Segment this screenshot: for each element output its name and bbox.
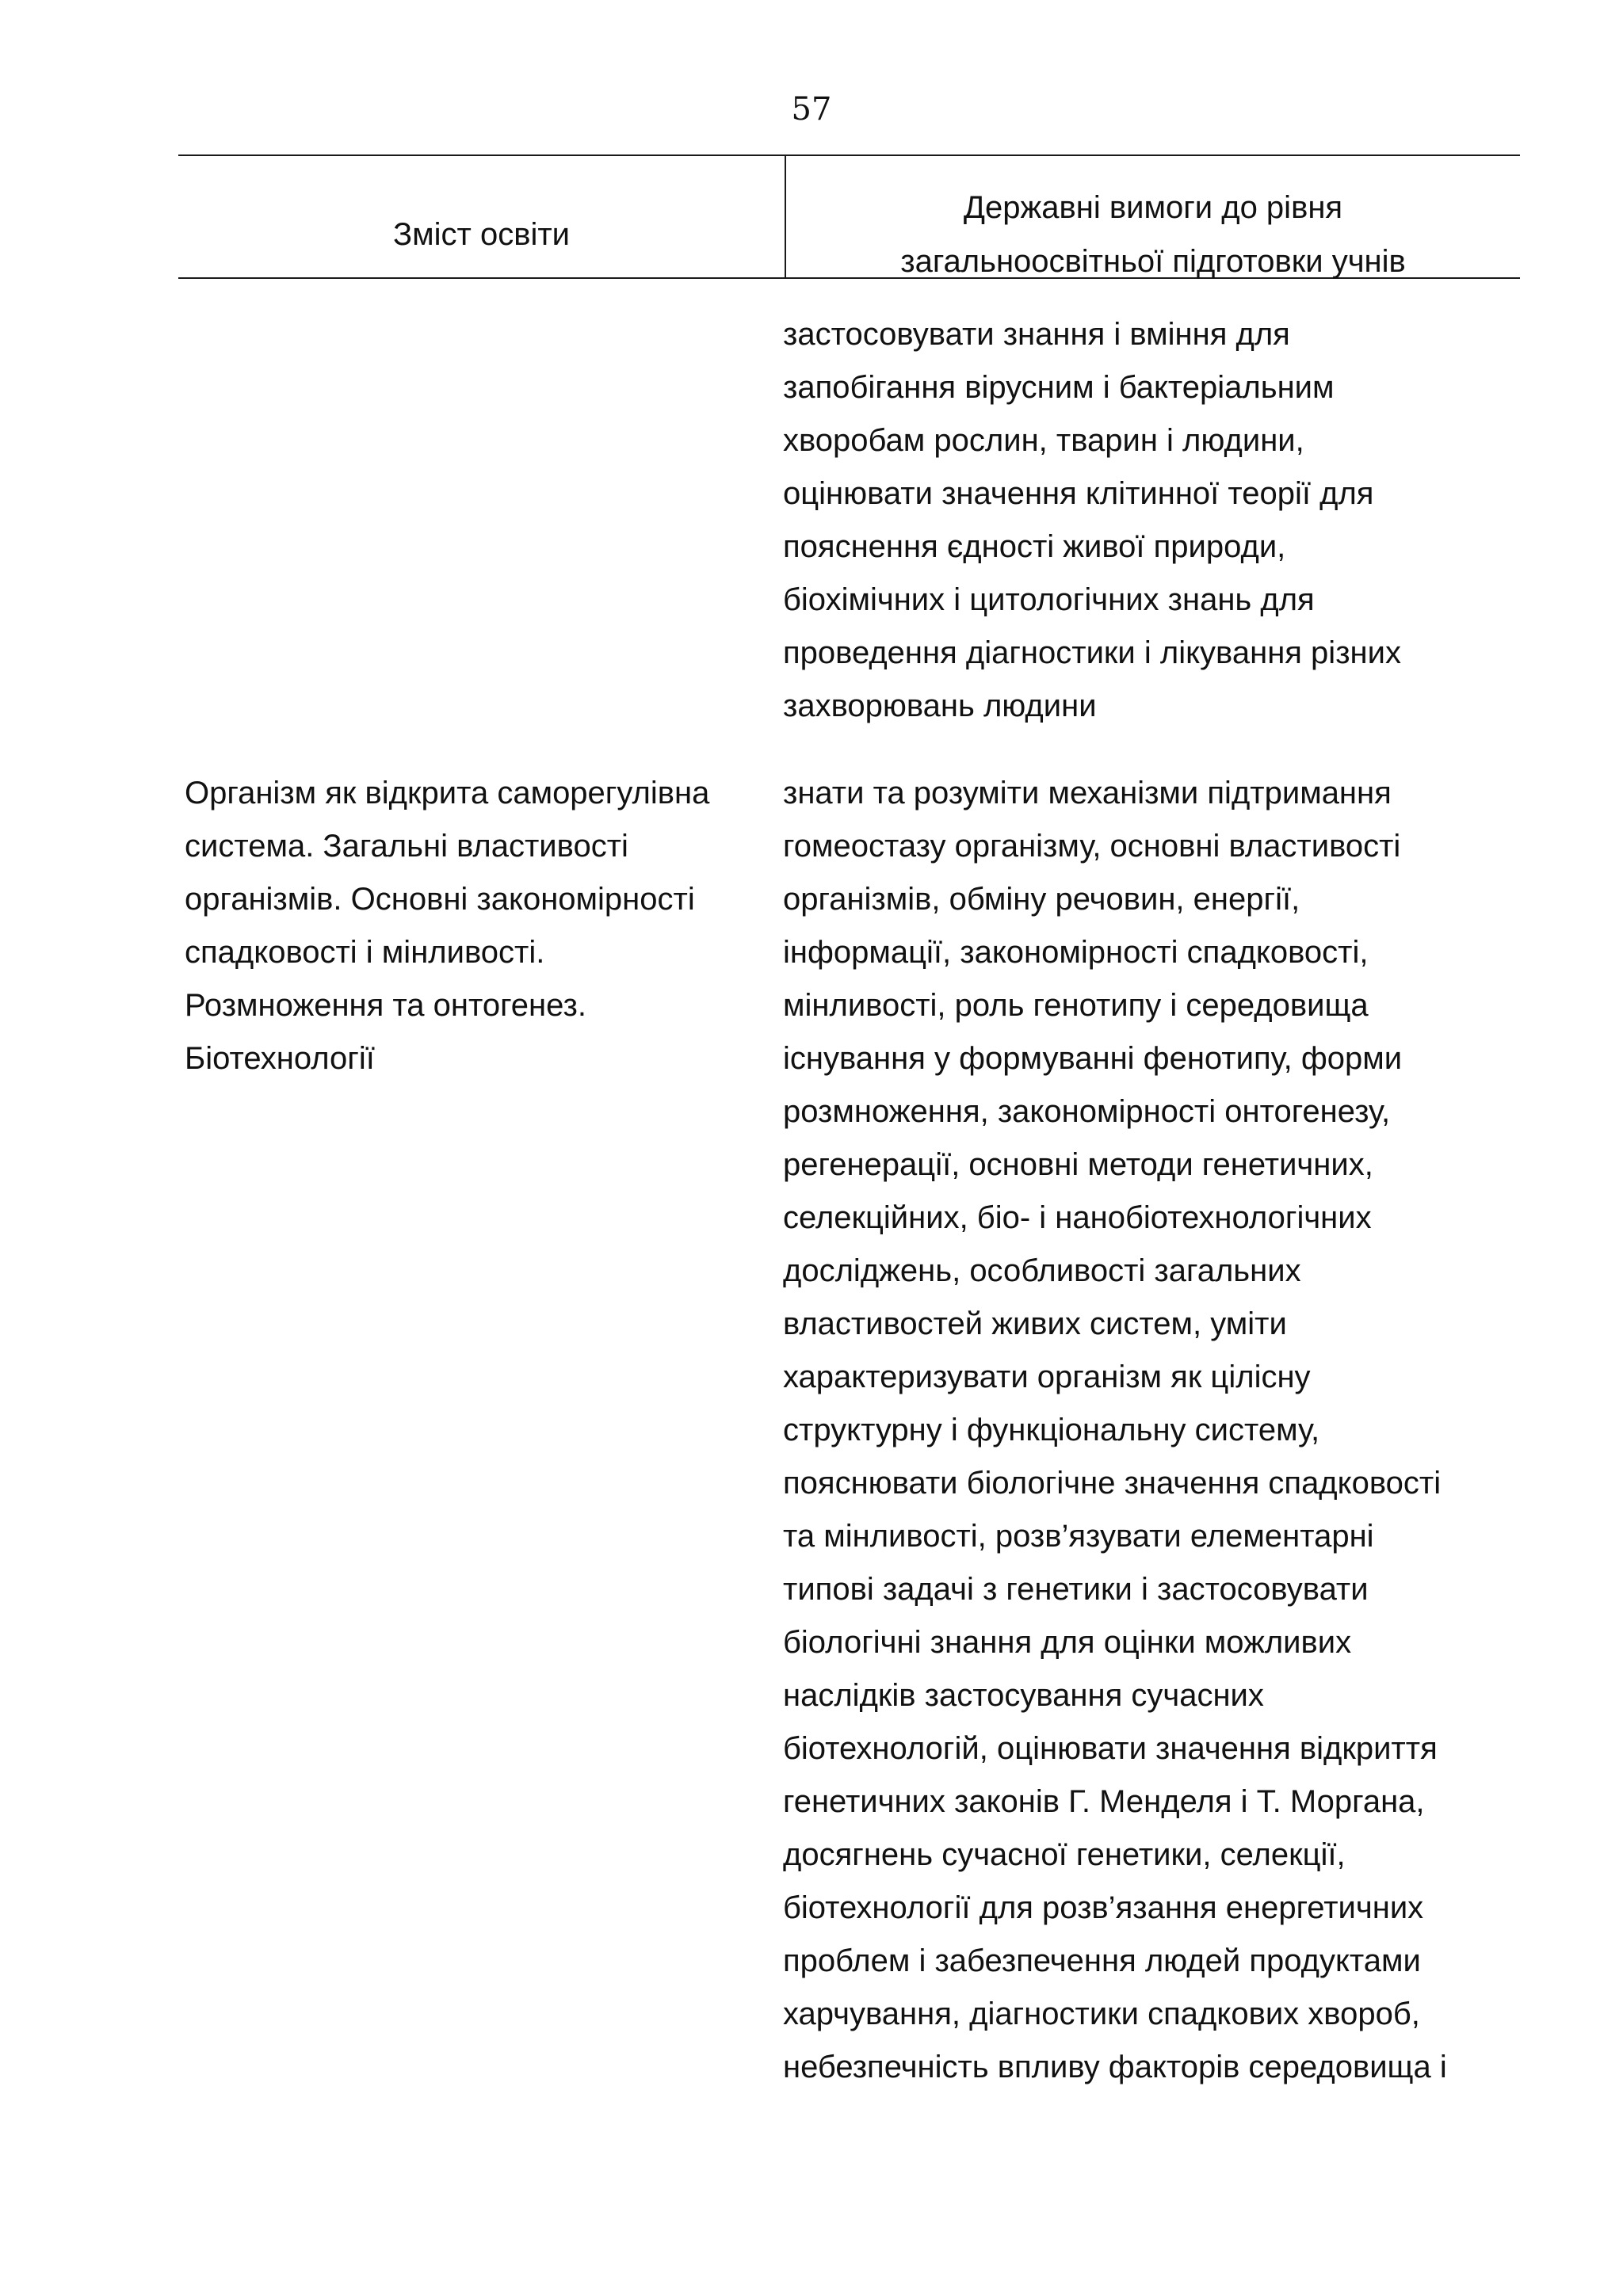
text-line: Біотехнології	[185, 1041, 375, 1076]
text-line: організмів. Основні закономірності	[185, 882, 695, 917]
header-requirements-line: Державні вимоги до рівня	[963, 190, 1343, 225]
text-line: інформації, закономірності спадковості,	[783, 935, 1369, 970]
text-line: спадковості і мінливості.	[185, 935, 545, 970]
text-line: оцінювати значення клітинної теорії для	[783, 476, 1374, 511]
text-line: мінливості, роль генотипу і середовища	[783, 988, 1369, 1023]
text-line: біохімічних і цитологічних знань для	[783, 582, 1315, 617]
text-line: хворобам рослин, тварин і людини,	[783, 423, 1304, 458]
text-line: знати та розуміти механізми підтримання	[783, 776, 1392, 810]
text-line: біотехнологій, оцінювати значення відкриття	[783, 1731, 1438, 1766]
table-top-rule	[178, 154, 1520, 156]
text-line: Розмноження та онтогенез.	[185, 988, 586, 1023]
text-line: запобігання вірусним і бактеріальним	[783, 370, 1335, 405]
row-2-content	[185, 767, 709, 1085]
text-line: застосовувати знання і вміння для	[783, 317, 1290, 352]
row-1-requirements	[783, 308, 1401, 733]
text-line: захворювань людини	[783, 688, 1097, 723]
header-content-column: Зміст освіти	[392, 217, 571, 252]
text-line: регенерації, основні методи генетичних,	[783, 1147, 1373, 1182]
text-line: та мінливості, розв’язувати елементарні	[783, 1519, 1374, 1554]
text-line: організмів, обміну речовин, енергії,	[783, 882, 1300, 917]
text-line: типові задачі з генетики і застосовувати	[783, 1572, 1369, 1607]
text-line: досягнень сучасної генетики, селекції,	[783, 1837, 1346, 1872]
header-requirements-line: загальноосвітньої підготовки учнів	[900, 244, 1406, 279]
text-line: розмноження, закономірності онтогенезу,	[783, 1094, 1391, 1129]
text-line: генетичних законів Г. Менделя і Т. Моргана,	[783, 1784, 1425, 1819]
text-line: досліджень, особливості загальних	[783, 1253, 1301, 1288]
header-requirements-column	[786, 181, 1520, 288]
row-2-requirements	[783, 767, 1447, 2094]
text-line: проведення діагностики і лікування різних	[783, 635, 1401, 670]
text-line: селекційних, біо- і нанобіотехнологічних	[783, 1200, 1372, 1235]
text-line: проблем і забезпечення людей продуктами	[783, 1943, 1421, 1978]
text-line: існування у формуванні фенотипу, форми	[783, 1041, 1403, 1076]
page-number: 57	[791, 91, 832, 128]
text-line: властивостей живих систем, уміти	[783, 1306, 1287, 1341]
text-line: характеризувати організм як цілісну	[783, 1360, 1311, 1394]
text-line: гомеостазу організму, основні властивості	[783, 829, 1401, 864]
text-line: небезпечність впливу факторів середовища і	[783, 2050, 1447, 2084]
text-line: харчування, діагностики спадкових хвороб,	[783, 1997, 1420, 2031]
text-line: наслідків застосування сучасних	[783, 1678, 1264, 1713]
text-line: структурну і функціональну систему,	[783, 1413, 1320, 1447]
text-line: біологічні знання для оцінки можливих	[783, 1625, 1352, 1660]
text-line: система. Загальні властивості	[185, 829, 628, 864]
text-line: біотехнології для розв’язання енергетичних	[783, 1890, 1424, 1925]
text-line: Організм як відкрита саморегулівна	[185, 776, 710, 810]
text-line: пояснювати біологічне значення спадковості	[783, 1466, 1442, 1501]
text-line: пояснення єдності живої природи,	[783, 529, 1286, 564]
